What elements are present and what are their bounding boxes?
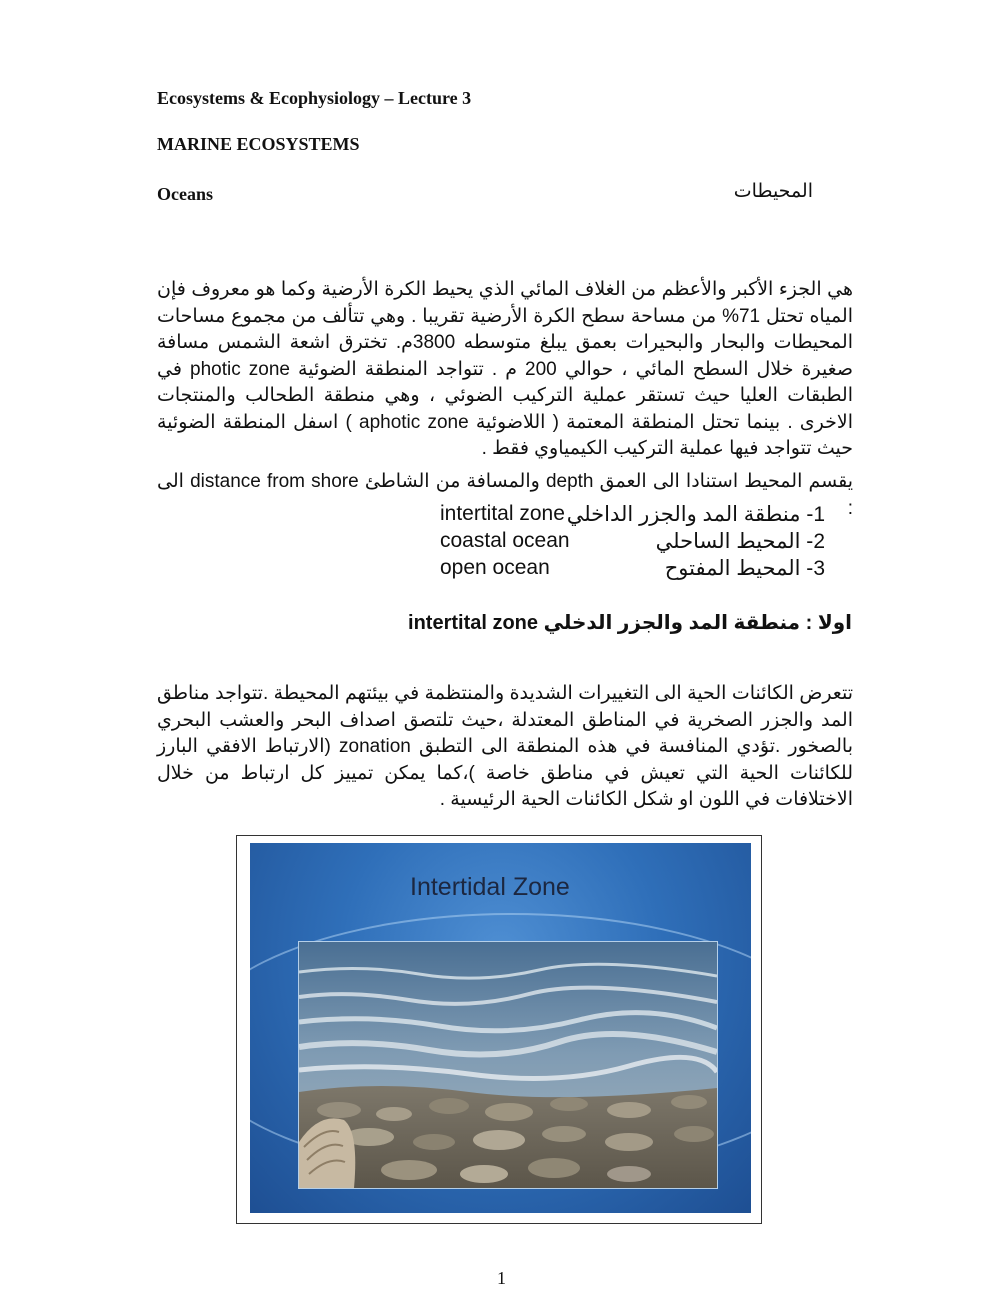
- intro-paragraph: هي الجزء الأكبر والأعظم من الغلاف المائي الذي يحيط الكرة الأرضية وكما هو معروف فإن المياه تحتل 71% من مساحة سطح الكرة الأرضية تقريبا . وهي تتألف من مجموع مساحات المحيطات والبحار والبحيرات بعمق يبلغ متوسطه 3800م. تخترق اشعة الشمس مسافة صغيرة خلال السطح المائي ، حوالي 200 م . تتواجد المنطقة الضوئية photic zone في الطبقات العليا حيث تستقر عملية التركيب الضوئي ، وهي منطقة الطحالب والمنتجات الاخرى . بينما تحتل المنطقة المعتمة ( اللاضوئية aphotic zone ) اسفل المنطقة الضوئية حيث تتواجد فيها عملية التركيب الكيمياوي فقط .: [157, 279, 854, 459]
- zone-list-item: [440, 529, 825, 556]
- slide-image: [250, 843, 751, 1213]
- zone-name-en: open ocean: [440, 556, 550, 579]
- figure-title: Intertidal Zone: [410, 873, 570, 901]
- section-title: MARINE ECOSYSTEMS: [157, 134, 360, 154]
- section-heading-en: intertital zone: [408, 612, 539, 634]
- seashore-illustration: [299, 942, 717, 1188]
- zone-list-item: [440, 502, 825, 529]
- zone-list-item: [440, 556, 825, 583]
- zone-name-ar: 3- المحيط المفتوح: [664, 557, 825, 580]
- zone-name-ar: 2- المحيط الساحلي: [655, 530, 825, 553]
- page-number: 1: [497, 1268, 506, 1288]
- intertidal-photo: [298, 941, 718, 1189]
- oceans-heading-ar: المحيطات: [733, 181, 813, 202]
- intertidal-paragraph: تتعرض الكائنات الحية الى التغييرات الشديدة والمنتظمة في بيئتهم المحيطة .تتواجد مناطق المد والجزر الصخرية في المناطق المعتدلة ،حيث تلتصق اصداف البحر والعشب البحري بالصخور .تؤدي المنافسة في هذه المنطقة الى التطبق zonation (الارتباط الافقي البارز للكائنات الحية التي تعيش في مناطق خاصة )،كما يمكن تمييز كل ارتباط من خلال الاختلافات في اللون او شكل الكائنات الحية الرئيسية .: [157, 683, 854, 810]
- zone-name-en: coastal ocean: [440, 529, 570, 552]
- division-paragraph: يقسم المحيط استنادا الى العمق depth والمسافة من الشاطئ distance from shore الى :: [157, 471, 853, 519]
- zone-name-en: intertital zone: [440, 502, 565, 525]
- oceans-heading-en: Oceans: [157, 184, 213, 204]
- figure-frame: [236, 835, 762, 1224]
- section-heading-intertidal: [408, 610, 852, 635]
- section-heading-ar: اولا : منطقة المد والجزر الدخلي: [543, 612, 852, 634]
- course-title: Ecosystems & Ecophysiology – Lecture 3: [157, 88, 472, 108]
- zone-name-ar: 1- منطقة المد والجزر الداخلي: [566, 503, 825, 526]
